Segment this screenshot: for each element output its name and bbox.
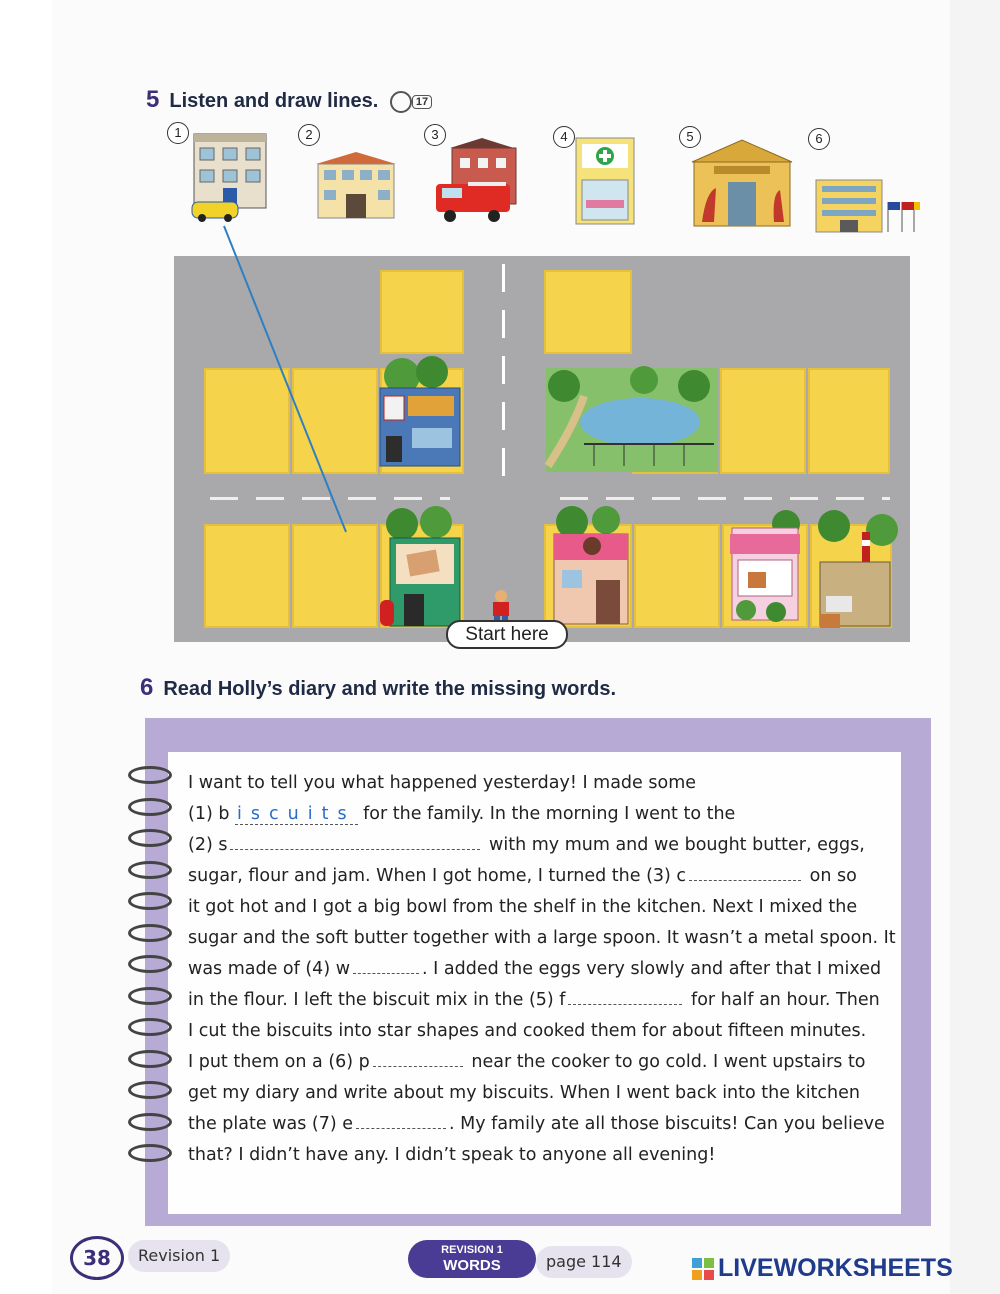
liveworksheets-logo [692, 1254, 953, 1283]
spiral-ring [128, 829, 172, 847]
spiral-ring [128, 861, 172, 879]
start-here-label: Start here [446, 620, 568, 649]
diary-line-text: get my diary and write about my biscuits. When I went back into the kitchen [188, 1083, 860, 1103]
answer-field[interactable] [230, 831, 480, 850]
building-number-2: 2 [298, 124, 320, 146]
spiral-ring [128, 987, 172, 1005]
diary-line-text: in the flour. I left the biscuit mix in the (5) f [188, 990, 566, 1010]
answer-field[interactable] [568, 986, 682, 1005]
liveworksheets-brand: LIVEWORKSHEETS [718, 1254, 953, 1282]
liveworksheets-icon [692, 1258, 714, 1280]
spiral-ring [128, 1113, 172, 1131]
diary-line [188, 985, 894, 1016]
building-number-4: 4 [553, 126, 575, 148]
diary-line-text: (2) s [188, 835, 228, 855]
badge-bottom-text: WORDS [443, 1257, 501, 1274]
section-label: Revision 1 [128, 1240, 230, 1272]
diary-line [188, 892, 894, 923]
diary-line-text: was made of (4) w [188, 959, 351, 979]
diary-line [188, 799, 894, 830]
diary-line [188, 861, 894, 892]
answer-field[interactable] [353, 955, 419, 974]
spiral-ring [128, 1081, 172, 1099]
spiral-ring [128, 1050, 172, 1068]
spiral-ring [128, 924, 172, 942]
page-reference: page 114 [536, 1246, 632, 1278]
exercise-6-number: 6 [140, 674, 154, 701]
answer-field[interactable] [373, 1048, 463, 1067]
spiral-ring [128, 1018, 172, 1036]
spiral-ring [128, 892, 172, 910]
answer-field[interactable] [356, 1110, 446, 1129]
diary-line [188, 1078, 894, 1109]
exercise-5-instruction: Listen and draw lines. [169, 90, 379, 112]
exercise-6-title [140, 674, 616, 702]
diary-line [188, 923, 894, 954]
diary-line [188, 830, 894, 861]
diary-line [188, 1109, 894, 1140]
diary-line [188, 1016, 894, 1047]
page-number: 38 [70, 1236, 124, 1280]
answer-field[interactable]: iscuits [237, 804, 356, 824]
revision-words-badge[interactable] [408, 1240, 536, 1278]
audio-track-number: 17 [412, 95, 432, 109]
building-number-5: 5 [679, 126, 701, 148]
diary-line [188, 768, 894, 799]
diary-line-text: with my mum and we bought butter, eggs, [483, 835, 865, 855]
answer-field[interactable] [689, 862, 801, 881]
diary-line-text: on so [804, 866, 857, 886]
building-number-3: 3 [424, 124, 446, 146]
diary-line-text: for the family. In the morning I went to the [357, 804, 736, 824]
spiral-ring [128, 955, 172, 973]
diary-line-text: . I added the eggs very slowly and after that I mixed [422, 959, 882, 979]
diary-line-text: that? I didn’t have any. I didn’t speak to anyone all evening! [188, 1145, 716, 1165]
diary-line [188, 1047, 894, 1078]
diary-line [188, 1140, 894, 1171]
diary-line-text: I cut the biscuits into star shapes and cooked them for about fifteen minutes. [188, 1021, 867, 1041]
badge-top-text: REVISION 1 [441, 1244, 503, 1256]
diary-line-text: the plate was (7) e [188, 1114, 354, 1134]
spiral-ring [128, 1144, 172, 1162]
diary-line-text: . My family ate all those biscuits! Can you believe [449, 1114, 885, 1134]
diary-line-text: I want to tell you what happened yesterday! I made some [188, 773, 697, 793]
exercise-5-number: 5 [146, 86, 160, 113]
diary-line [188, 954, 894, 985]
diary-line-text: it got hot and I got a big bowl from the shelf in the kitchen. Next I mixed the [188, 897, 858, 917]
diary-text [188, 768, 894, 1171]
diary-line-text: sugar, flour and jam. When I got home, I turned the (3) c [188, 866, 687, 886]
spiral-ring [128, 798, 172, 816]
exercise-6-instruction: Read Holly’s diary and write the missing words. [163, 678, 617, 700]
diary-line-text: sugar and the soft butter together with a large spoon. It wasn’t a metal spoon. It [188, 928, 896, 948]
diary-line-text: for half an hour. Then [685, 990, 880, 1010]
spiral-ring [128, 766, 172, 784]
diary-line-text: (1) b [188, 804, 236, 824]
diary-line-text: I put them on a (6) p [188, 1052, 370, 1072]
diary-line-text: near the cooker to go cold. I went upstairs to [465, 1052, 866, 1072]
building-number-6: 6 [808, 128, 830, 150]
building-number-1: 1 [167, 122, 189, 144]
